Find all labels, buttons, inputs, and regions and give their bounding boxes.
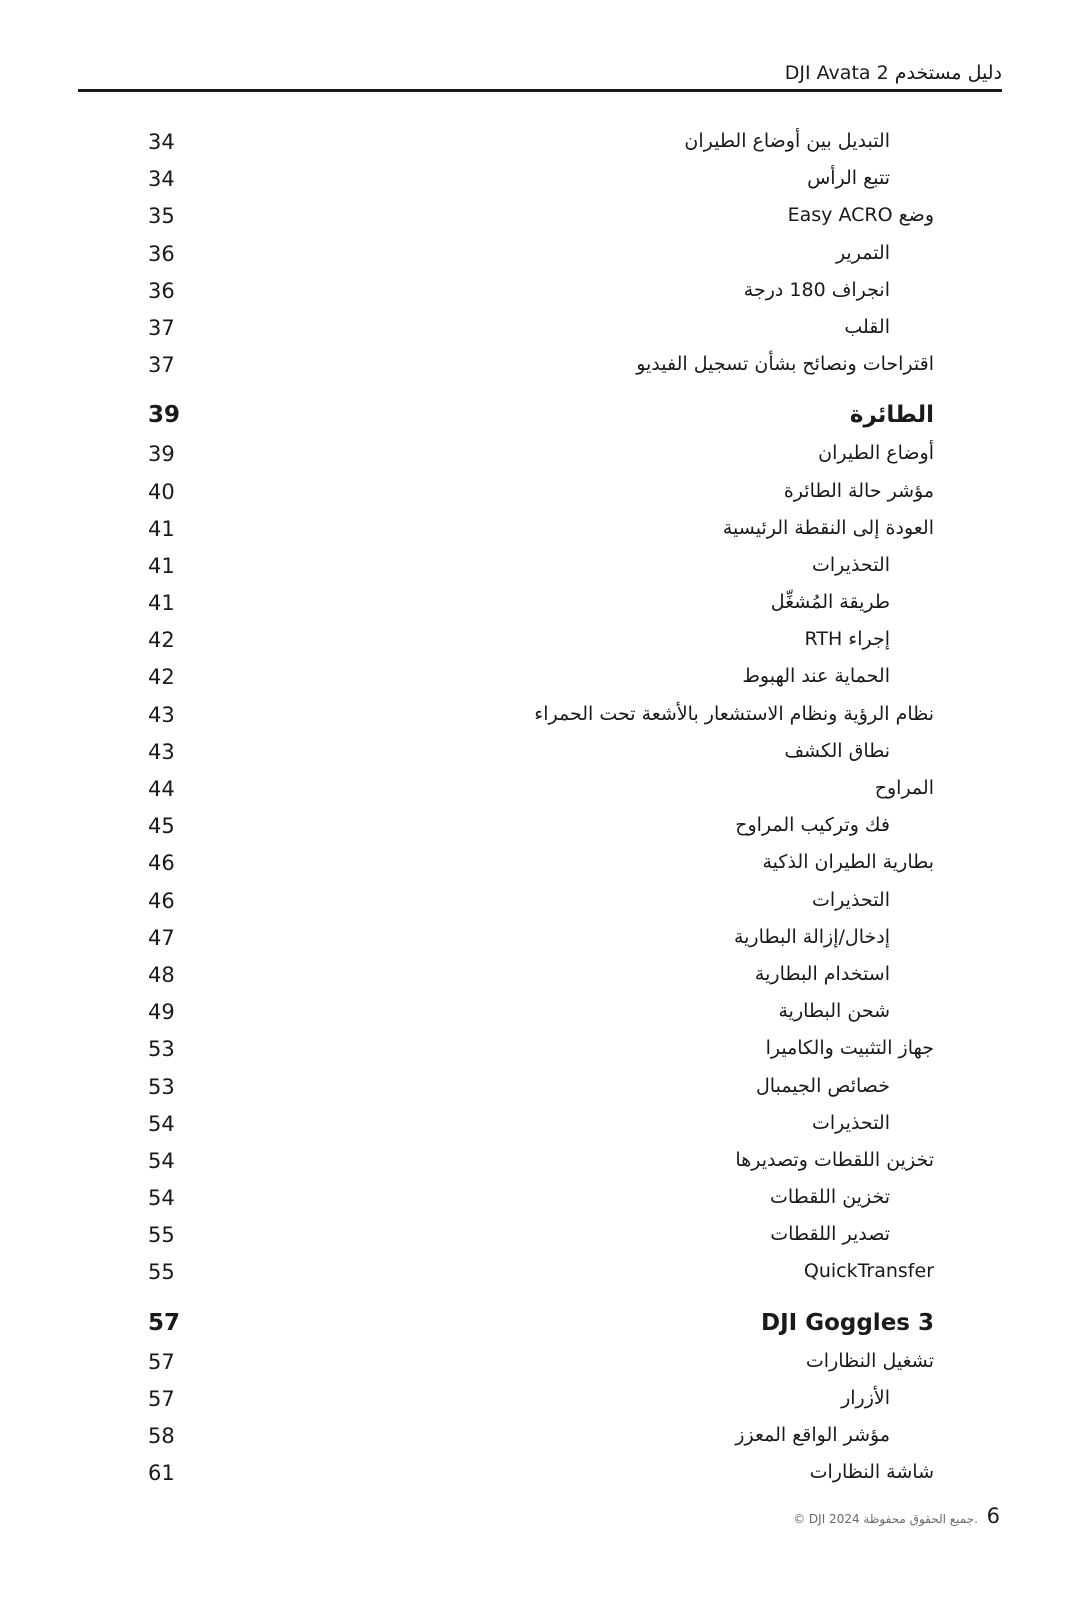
toc-entry-row[interactable] bbox=[0, 550, 1078, 587]
toc-entry-title: شاشة النظارات bbox=[809, 1461, 934, 1484]
toc-entry-title: تصدير اللقطات bbox=[770, 1223, 890, 1246]
toc-entry-row[interactable] bbox=[0, 699, 1078, 736]
toc-entry-row[interactable] bbox=[0, 1457, 1078, 1494]
toc-page-number: 54 bbox=[148, 1186, 175, 1211]
toc-entry-row[interactable] bbox=[0, 513, 1078, 550]
toc-entry-title: QuickTransfer bbox=[803, 1260, 934, 1283]
toc-entry-row[interactable] bbox=[0, 922, 1078, 959]
toc-entry-row[interactable] bbox=[0, 1145, 1078, 1182]
toc-entry-row[interactable] bbox=[0, 438, 1078, 475]
toc-entry-title: التحذيرات bbox=[812, 888, 890, 911]
toc-entry-row[interactable] bbox=[0, 1033, 1078, 1070]
page-footer bbox=[0, 1502, 1078, 1532]
toc-page-number: 42 bbox=[148, 628, 175, 653]
toc-entry-row[interactable] bbox=[0, 312, 1078, 349]
toc-page-number: 57 bbox=[148, 1349, 175, 1374]
toc-entry-row[interactable] bbox=[0, 1383, 1078, 1420]
toc-entry-title: شحن البطارية bbox=[778, 1000, 890, 1023]
toc-entry-title: التحذيرات bbox=[812, 1111, 890, 1134]
toc-entry-title: تخزين اللقطات bbox=[769, 1186, 890, 1209]
toc-chapter-row[interactable] bbox=[0, 394, 1078, 438]
toc-entry-title: اقتراحات ونصائح بشأن تسجيل الفيديو bbox=[636, 353, 934, 376]
toc-entry-title: التحذيرات bbox=[812, 553, 890, 576]
toc-page-number: 53 bbox=[148, 1037, 175, 1062]
toc-page-number: 39 bbox=[148, 402, 181, 429]
toc-page-number: 58 bbox=[148, 1424, 175, 1448]
header-divider bbox=[78, 89, 1002, 92]
toc-entry-title: أوضاع الطيران bbox=[818, 442, 934, 465]
toc-page-number: 43 bbox=[148, 739, 175, 764]
toc-page-number: 35 bbox=[148, 204, 175, 229]
footer-page-number: 6 bbox=[986, 1504, 1000, 1528]
toc-entry-row[interactable] bbox=[0, 126, 1078, 163]
toc-entry-title: بطارية الطيران الذكية bbox=[762, 851, 934, 874]
toc-page-number: 54 bbox=[148, 1148, 175, 1173]
toc-entry-row[interactable] bbox=[0, 773, 1078, 810]
toc-page-number: 44 bbox=[148, 777, 175, 801]
toc-entry-title: الأزرار bbox=[841, 1386, 890, 1409]
toc-entry-title: مؤشر حالة الطائرة bbox=[783, 479, 934, 502]
toc-page-number: 36 bbox=[148, 241, 175, 266]
toc-page-number: 41 bbox=[148, 516, 175, 541]
toc-entry-title: نطاق الكشف bbox=[784, 739, 890, 762]
toc-entry-row[interactable] bbox=[0, 661, 1078, 698]
toc-entry-title: تخزين اللقطات وتصديرها bbox=[735, 1148, 934, 1171]
toc-entry-title: الطائرة bbox=[849, 402, 934, 429]
toc-entry-title: فك وتركيب المراوح bbox=[735, 814, 890, 837]
toc-entry-row[interactable] bbox=[0, 1346, 1078, 1383]
toc-entry-title: مؤشر الواقع المعزز bbox=[735, 1424, 890, 1446]
table-of-contents bbox=[0, 126, 1078, 1494]
toc-entry-title: تتبع الرأس bbox=[807, 167, 890, 190]
toc-page-number: 55 bbox=[148, 1260, 175, 1285]
toc-page-number: 53 bbox=[148, 1074, 175, 1099]
footer-copyright: © DJI 2024 جميع الحقوق محفوظة. bbox=[793, 1512, 978, 1526]
toc-page-number: 34 bbox=[148, 130, 175, 154]
toc-entry-row[interactable] bbox=[0, 476, 1078, 513]
toc-entry-title: جهاز التثبيت والكاميرا bbox=[765, 1037, 934, 1060]
toc-page-number: 42 bbox=[148, 665, 175, 690]
toc-entry-title: إدخال/إزالة البطارية bbox=[733, 925, 890, 948]
toc-page-number: 43 bbox=[148, 702, 175, 727]
toc-entry-title: المراوح bbox=[874, 777, 934, 799]
toc-page-number: 57 bbox=[148, 1386, 175, 1411]
toc-page-number: 46 bbox=[148, 888, 175, 913]
toc-entry-title: نظام الرؤية ونظام الاستشعار بالأشعة تحت الحمراء bbox=[534, 702, 934, 725]
toc-entry-title: DJI Goggles 3 bbox=[760, 1309, 934, 1336]
toc-entry-row[interactable] bbox=[0, 624, 1078, 661]
toc-entry-title: القلب bbox=[844, 315, 890, 338]
toc-entry-row[interactable] bbox=[0, 349, 1078, 386]
toc-entry-row[interactable] bbox=[0, 996, 1078, 1033]
toc-entry-title: العودة إلى النقطة الرئيسية bbox=[722, 516, 934, 539]
toc-entry-row[interactable] bbox=[0, 200, 1078, 237]
toc-entry-row[interactable] bbox=[0, 1420, 1078, 1457]
toc-page-number: 45 bbox=[148, 814, 175, 839]
page-header-title: دليل مستخدم DJI Avata 2 bbox=[784, 62, 1002, 84]
toc-entry-row[interactable] bbox=[0, 959, 1078, 996]
toc-page-number: 37 bbox=[148, 315, 175, 340]
toc-entry-title: الحماية عند الهبوط bbox=[742, 665, 890, 688]
toc-entry-title: وضع Easy ACRO bbox=[787, 204, 934, 227]
toc-page-number: 36 bbox=[148, 278, 175, 303]
toc-entry-title: خصائص الجيمبال bbox=[756, 1074, 890, 1097]
toc-entry-title: إجراء RTH bbox=[804, 628, 890, 651]
toc-chapter-row[interactable] bbox=[0, 1302, 1078, 1346]
toc-entry-row[interactable] bbox=[0, 1108, 1078, 1145]
toc-entry-row[interactable] bbox=[0, 736, 1078, 773]
toc-page-number: 41 bbox=[148, 553, 175, 578]
toc-entry-row[interactable] bbox=[0, 1256, 1078, 1293]
toc-entry-row[interactable] bbox=[0, 810, 1078, 847]
toc-entry-row[interactable] bbox=[0, 885, 1078, 922]
toc-page-number: 37 bbox=[148, 353, 175, 378]
toc-entry-title: طريقة المُشغِّل bbox=[770, 591, 890, 614]
toc-page-number: 49 bbox=[148, 1000, 175, 1025]
toc-entry-row[interactable] bbox=[0, 1182, 1078, 1219]
toc-entry-row[interactable] bbox=[0, 163, 1078, 200]
toc-entry-row[interactable] bbox=[0, 275, 1078, 312]
toc-page-number: 41 bbox=[148, 591, 175, 616]
toc-entry-row[interactable] bbox=[0, 847, 1078, 884]
toc-entry-title: انجراف 180 درجة bbox=[743, 278, 890, 301]
toc-entry-row[interactable] bbox=[0, 1071, 1078, 1108]
toc-entry-row[interactable] bbox=[0, 1219, 1078, 1256]
toc-page-number: 48 bbox=[148, 962, 175, 987]
toc-page-number: 54 bbox=[148, 1111, 175, 1136]
toc-entry-title: التمرير bbox=[835, 241, 890, 264]
toc-page-number: 61 bbox=[148, 1461, 175, 1486]
toc-page-number: 34 bbox=[148, 167, 175, 192]
toc-page-number: 47 bbox=[148, 925, 175, 950]
toc-entry-title: التبديل بين أوضاع الطيران bbox=[684, 130, 890, 152]
toc-entry-title: استخدام البطارية bbox=[754, 962, 890, 985]
toc-page-number: 40 bbox=[148, 479, 175, 504]
toc-page-number: 55 bbox=[148, 1223, 175, 1248]
toc-entry-title: تشغيل النظارات bbox=[805, 1349, 934, 1372]
toc-page-number: 46 bbox=[148, 851, 175, 876]
toc-entry-row[interactable] bbox=[0, 238, 1078, 275]
toc-page-number: 57 bbox=[148, 1309, 181, 1336]
toc-entry-row[interactable] bbox=[0, 587, 1078, 624]
toc-page-number: 39 bbox=[148, 442, 175, 467]
